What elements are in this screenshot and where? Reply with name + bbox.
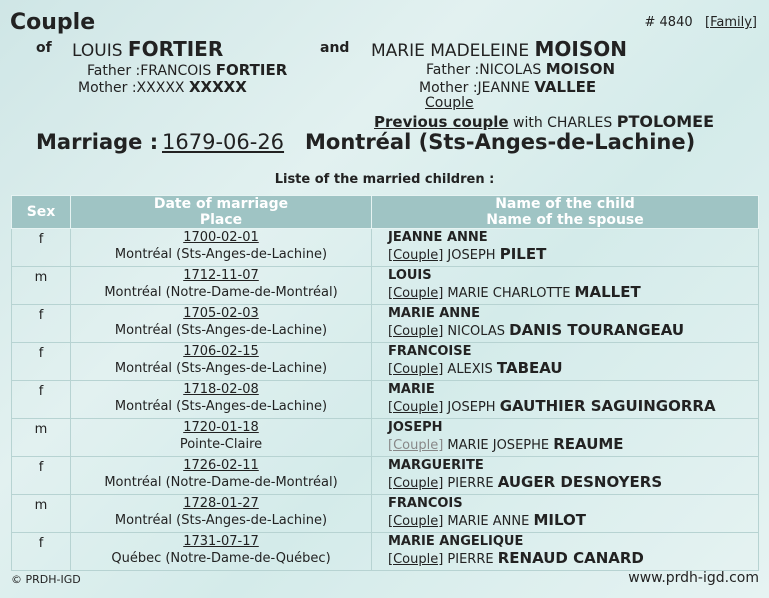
child-marriage-date-link[interactable]: 1720-01-18 xyxy=(183,420,259,435)
table-header-row xyxy=(12,196,759,229)
spouse-line xyxy=(388,245,547,263)
couple-link[interactable]: [Couple] xyxy=(388,552,444,567)
child-name: JOSEPH xyxy=(388,420,443,435)
child-date-place xyxy=(71,229,372,267)
child-sex: m xyxy=(12,495,71,533)
table-row xyxy=(12,343,759,381)
husband-first: LOUIS xyxy=(72,41,123,61)
child-date-place xyxy=(71,381,372,419)
col-sex: Sex xyxy=(12,196,71,229)
copyright: © PRDH-IGD xyxy=(11,573,81,586)
child-names xyxy=(372,229,759,267)
spouse-last: DANIS TOURANGEAU xyxy=(509,321,685,339)
family-link[interactable]: [Family] xyxy=(705,15,757,30)
child-sex: m xyxy=(12,267,71,305)
children-list-title: Liste of the married children : xyxy=(274,172,495,187)
table-row xyxy=(12,495,759,533)
spouse-line xyxy=(388,473,663,491)
child-date-place xyxy=(71,495,372,533)
husband-last: FORTIER xyxy=(127,37,224,61)
site-url: www.prdh-igd.com xyxy=(628,570,759,586)
wife-last: MOISON xyxy=(534,37,627,61)
couple-link[interactable]: [Couple] xyxy=(388,476,444,491)
child-name: MARIE ANNE xyxy=(388,306,480,321)
previous-couple: Previous couple with CHARLES PTOLOMEE xyxy=(374,112,714,131)
wife-mother: Mother :JEANNE VALLEE xyxy=(419,78,597,96)
child-names xyxy=(372,267,759,305)
child-marriage-date-link[interactable]: 1706-02-15 xyxy=(183,344,259,359)
couple-link[interactable]: [Couple] xyxy=(388,324,444,339)
spouse-line xyxy=(388,397,716,415)
wife-couple-link[interactable]: Couple xyxy=(425,95,474,111)
child-names xyxy=(372,419,759,457)
child-sex: f xyxy=(12,229,71,267)
spouse-line xyxy=(388,359,563,377)
child-names xyxy=(372,533,759,571)
child-names xyxy=(372,495,759,533)
child-marriage-date-link[interactable]: 1726-02-11 xyxy=(183,458,259,473)
child-name: MARIE ANGELIQUE xyxy=(388,534,524,549)
husband-father: Father :FRANCOIS FORTIER xyxy=(87,61,288,79)
husband-mother: Mother :XXXXX XXXXX xyxy=(78,78,247,96)
child-marriage-date-link[interactable]: 1731-07-17 xyxy=(183,534,259,549)
couple-link[interactable]: [Couple] xyxy=(388,362,444,377)
record-number: # 4840 xyxy=(644,15,693,30)
child-marriage-place: Montréal (Sts-Anges-de-Lachine) xyxy=(114,247,328,262)
spouse-last: REAUME xyxy=(553,435,624,453)
spouse-last: AUGER DESNOYERS xyxy=(497,473,663,491)
child-names xyxy=(372,381,759,419)
table-row xyxy=(12,419,759,457)
spouse-line xyxy=(388,321,685,339)
table-row xyxy=(12,457,759,495)
child-marriage-place: Montréal (Sts-Anges-de-Lachine) xyxy=(114,361,328,376)
child-marriage-place: Pointe-Claire xyxy=(179,437,263,452)
spouse-last: RENAUD CANARD xyxy=(497,549,644,567)
child-name: FRANCOIS xyxy=(388,496,463,511)
and-label: and xyxy=(320,40,350,56)
spouse-first: NICOLAS xyxy=(447,324,505,339)
spouse-line xyxy=(388,283,641,301)
child-marriage-date-link[interactable]: 1718-02-08 xyxy=(183,382,259,397)
child-date-place xyxy=(71,343,372,381)
child-marriage-place: Montréal (Sts-Anges-de-Lachine) xyxy=(114,399,328,414)
couple-link[interactable]: [Couple] xyxy=(388,248,444,263)
husband-name xyxy=(72,37,223,61)
child-sex: f xyxy=(12,305,71,343)
child-sex: f xyxy=(12,457,71,495)
wife-first: MARIE MADELEINE xyxy=(371,41,530,61)
wife-name xyxy=(371,37,627,61)
child-names xyxy=(372,305,759,343)
child-marriage-place: Montréal (Sts-Anges-de-Lachine) xyxy=(114,323,328,338)
spouse-first: MARIE CHARLOTTE xyxy=(447,286,571,301)
spouse-last: GAUTHIER SAGUINGORRA xyxy=(499,397,716,415)
previous-couple-link[interactable]: Previous couple xyxy=(374,113,509,131)
spouse-last: PILET xyxy=(499,245,547,263)
child-name: JEANNE ANNE xyxy=(388,230,488,245)
child-name: LOUIS xyxy=(388,268,432,283)
spouse-line xyxy=(388,435,624,453)
spouse-line xyxy=(388,511,586,529)
child-marriage-date-link[interactable]: 1712-11-07 xyxy=(183,268,259,283)
table-row xyxy=(12,533,759,571)
col-date-place: Date of marriage Place xyxy=(71,196,372,229)
child-date-place xyxy=(71,457,372,495)
spouse-line xyxy=(388,549,644,567)
marriage-label: Marriage : xyxy=(36,130,159,154)
child-sex: f xyxy=(12,533,71,571)
table-row xyxy=(12,381,759,419)
child-names xyxy=(372,343,759,381)
record-info xyxy=(645,15,758,30)
child-marriage-date-link[interactable]: 1728-01-27 xyxy=(183,496,259,511)
child-sex: m xyxy=(12,419,71,457)
child-sex: f xyxy=(12,381,71,419)
child-marriage-place: Montréal (Notre-Dame-de-Montréal) xyxy=(104,285,338,300)
children-table xyxy=(11,195,759,571)
couple-link[interactable]: [Couple] xyxy=(388,514,444,529)
couple-link[interactable]: [Couple] xyxy=(388,286,444,301)
spouse-first: MARIE JOSEPHE xyxy=(447,438,550,453)
spouse-last: MILOT xyxy=(533,511,586,529)
child-marriage-place: Montréal (Notre-Dame-de-Montréal) xyxy=(104,475,338,490)
marriage-date-link[interactable]: 1679-06-26 xyxy=(162,130,285,154)
child-date-place xyxy=(71,533,372,571)
table-row xyxy=(12,305,759,343)
spouse-last: TABEAU xyxy=(496,359,563,377)
page-title: Couple xyxy=(10,10,96,35)
spouse-first: ALEXIS xyxy=(447,362,493,377)
child-date-place xyxy=(71,267,372,305)
spouse-first: PIERRE xyxy=(447,552,494,567)
child-marriage-place: Québec (Notre-Dame-de-Québec) xyxy=(111,551,331,566)
spouse-first: PIERRE xyxy=(447,476,494,491)
spouse-first: JOSEPH xyxy=(447,400,496,415)
child-names xyxy=(372,457,759,495)
child-date-place xyxy=(71,305,372,343)
spouse-last: MALLET xyxy=(574,283,641,301)
spouse-first: MARIE ANNE xyxy=(447,514,530,529)
child-name: MARGUERITE xyxy=(388,458,484,473)
spouse-first: JOSEPH xyxy=(447,248,496,263)
child-marriage-place: Montréal (Sts-Anges-de-Lachine) xyxy=(114,513,328,528)
child-date-place xyxy=(71,419,372,457)
table-row xyxy=(12,267,759,305)
col-child-spouse: Name of the child Name of the spouse xyxy=(372,196,759,229)
marriage-place: Montréal (Sts-Anges-de-Lachine) xyxy=(305,130,696,154)
child-sex: f xyxy=(12,343,71,381)
of-label: of xyxy=(36,40,52,56)
child-marriage-date-link[interactable]: 1705-02-03 xyxy=(183,306,259,321)
table-row xyxy=(12,229,759,267)
child-marriage-date-link[interactable]: 1700-02-01 xyxy=(183,230,259,245)
couple-link[interactable]: [Couple] xyxy=(388,400,444,415)
wife-father: Father :NICOLAS MOISON xyxy=(426,60,616,78)
child-name: FRANCOISE xyxy=(388,344,472,359)
child-name: MARIE xyxy=(388,382,435,397)
couple-link[interactable]: [Couple] xyxy=(388,438,444,453)
